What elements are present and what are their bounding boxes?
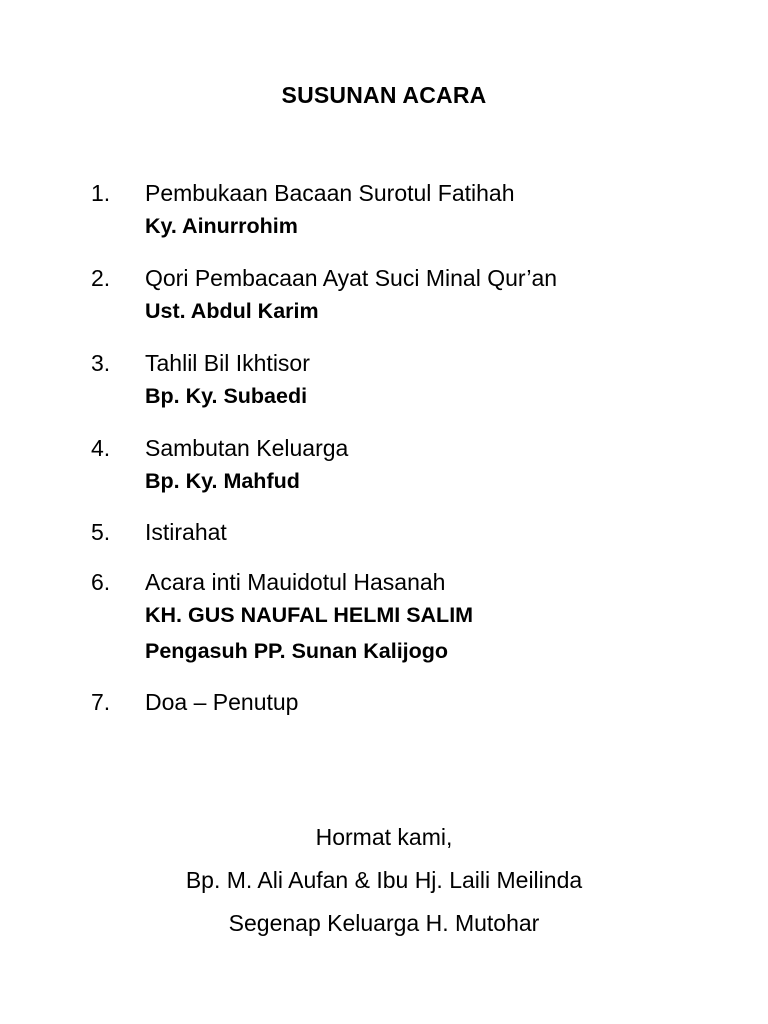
closing-hosts: Bp. M. Ali Aufan & Ibu Hj. Laili Meilinda — [185, 867, 583, 893]
agenda-item-text — [145, 263, 745, 329]
document-title: SUSUNAN ACARA — [281, 82, 487, 108]
closing-greeting: Hormat kami, — [315, 824, 453, 850]
agenda-item-text — [145, 178, 745, 244]
agenda-item-person: Ky. Ainurrohim — [145, 214, 298, 238]
agenda-item-activity: Qori Pembacaan Ayat Suci Minal Qur’an — [145, 265, 558, 291]
agenda-item-person: Ust. Abdul Karim — [145, 299, 319, 323]
agenda-item-activity: Sambutan Keluarga — [145, 435, 349, 461]
agenda-item-text — [145, 348, 745, 414]
agenda-item-person: KH. GUS NAUFAL HELMI SALIM — [145, 603, 474, 627]
closing-signature — [0, 816, 768, 945]
agenda-item-activity: Doa – Penutup — [145, 689, 299, 715]
agenda-item-number: 3. — [91, 350, 111, 376]
agenda-item-number: 6. — [91, 569, 111, 595]
agenda-item-person: Bp. Ky. Subaedi — [145, 384, 308, 408]
agenda-item-person: Bp. Ky. Mahfud — [145, 469, 300, 493]
agenda-item-activity: Pembukaan Bacaan Surotul Fatihah — [145, 180, 515, 206]
agenda-item-activity: Tahlil Bil Ikhtisor — [145, 350, 310, 376]
agenda-item-number: 5. — [91, 519, 111, 545]
closing-family: Segenap Keluarga H. Mutohar — [228, 910, 540, 936]
agenda-item-activity: Istirahat — [145, 519, 227, 545]
agenda-item-person-role: Pengasuh PP. Sunan Kalijogo — [145, 639, 449, 663]
agenda-item-number: 1. — [91, 180, 111, 206]
agenda-item-number: 2. — [91, 265, 111, 291]
agenda-item-text — [145, 687, 745, 717]
agenda-item-number: 7. — [91, 689, 111, 715]
agenda-item-text — [145, 433, 745, 499]
agenda-item-text — [145, 517, 745, 547]
agenda-item-number: 4. — [91, 435, 111, 461]
agenda-item-text — [145, 567, 745, 669]
agenda-item-activity: Acara inti Mauidotul Hasanah — [145, 569, 446, 595]
